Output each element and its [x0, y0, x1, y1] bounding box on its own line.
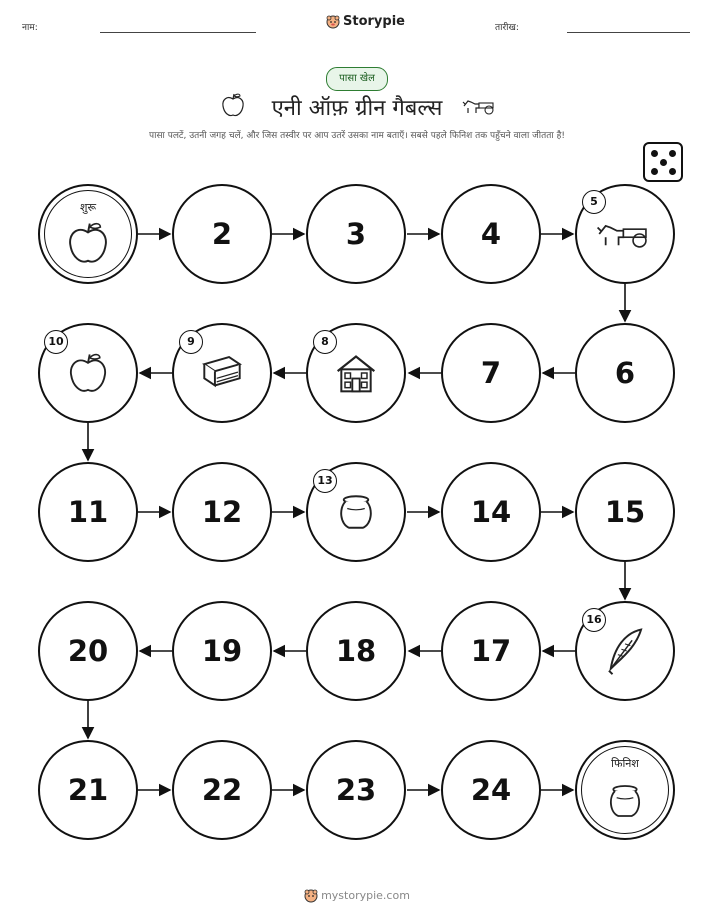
space-number: 24 — [470, 773, 512, 807]
space-number: 7 — [480, 356, 502, 390]
board-space-4[interactable] — [441, 184, 541, 284]
brand-name: Storypie — [343, 14, 405, 29]
board-space-18[interactable] — [306, 601, 406, 701]
space-number: 12 — [201, 495, 243, 529]
instructions: पासा पलटें, उतनी जगह चलें, और जिस तस्वीर पर आप उतरें उसका नाम बताएँ। सबसे पहले फिनिश तक पहुँचने वाला जीतता है! — [149, 131, 565, 141]
pot-icon — [335, 492, 377, 532]
space-number: 11 — [67, 495, 109, 529]
footer — [0, 889, 714, 903]
start-label: शुरू — [79, 201, 97, 214]
space-number-badge: 9 — [179, 330, 203, 354]
space-number: 19 — [201, 634, 243, 668]
space-number: 17 — [470, 634, 512, 668]
space-number: 3 — [345, 217, 367, 251]
start-space[interactable] — [38, 184, 138, 284]
space-number-badge: 16 — [582, 608, 606, 632]
board-space-15[interactable] — [575, 462, 675, 562]
date-label: तारीख: — [495, 23, 519, 33]
space-number-badge: 13 — [313, 469, 337, 493]
board-space-24[interactable] — [441, 740, 541, 840]
space-number: 15 — [604, 495, 646, 529]
space-number: 6 — [614, 356, 636, 390]
board-space-11[interactable] — [38, 462, 138, 562]
space-number: 14 — [470, 495, 512, 529]
board-space-2[interactable] — [172, 184, 272, 284]
space-number: 4 — [480, 217, 502, 251]
board-space-3[interactable] — [306, 184, 406, 284]
space-number-badge: 10 — [44, 330, 68, 354]
name-label: नाम: — [22, 23, 38, 33]
board-space-21[interactable] — [38, 740, 138, 840]
board-space-17[interactable] — [441, 601, 541, 701]
space-number: 18 — [335, 634, 377, 668]
game-type-badge: पासा खेल — [326, 67, 388, 91]
space-number: 22 — [201, 773, 243, 807]
page-title: एनी ऑफ़ ग्रीन गैबल्स — [271, 96, 443, 121]
space-number: 2 — [211, 217, 233, 251]
storypie-mascot-icon — [304, 889, 318, 903]
space-number: 20 — [67, 634, 109, 668]
footer-url[interactable]: mystorypie.com — [321, 889, 410, 902]
board-space-12[interactable] — [172, 462, 272, 562]
house-icon — [334, 351, 378, 395]
apple-icon — [67, 351, 109, 395]
space-number: 21 — [67, 773, 109, 807]
board-space-23[interactable] — [306, 740, 406, 840]
board-space-6[interactable] — [575, 323, 675, 423]
space-number-badge: 8 — [313, 330, 337, 354]
space-number-badge: 5 — [582, 190, 606, 214]
finish-label: फिनिश — [611, 757, 639, 770]
book-icon — [199, 353, 245, 393]
horse-cart-icon — [596, 217, 654, 251]
board-space-19[interactable] — [172, 601, 272, 701]
space-number: 23 — [335, 773, 377, 807]
board-space-14[interactable] — [441, 462, 541, 562]
board-space-20[interactable] — [38, 601, 138, 701]
finish-space[interactable] — [575, 740, 675, 840]
board-space-22[interactable] — [172, 740, 272, 840]
quill-icon — [603, 626, 647, 676]
board-space-7[interactable] — [441, 323, 541, 423]
